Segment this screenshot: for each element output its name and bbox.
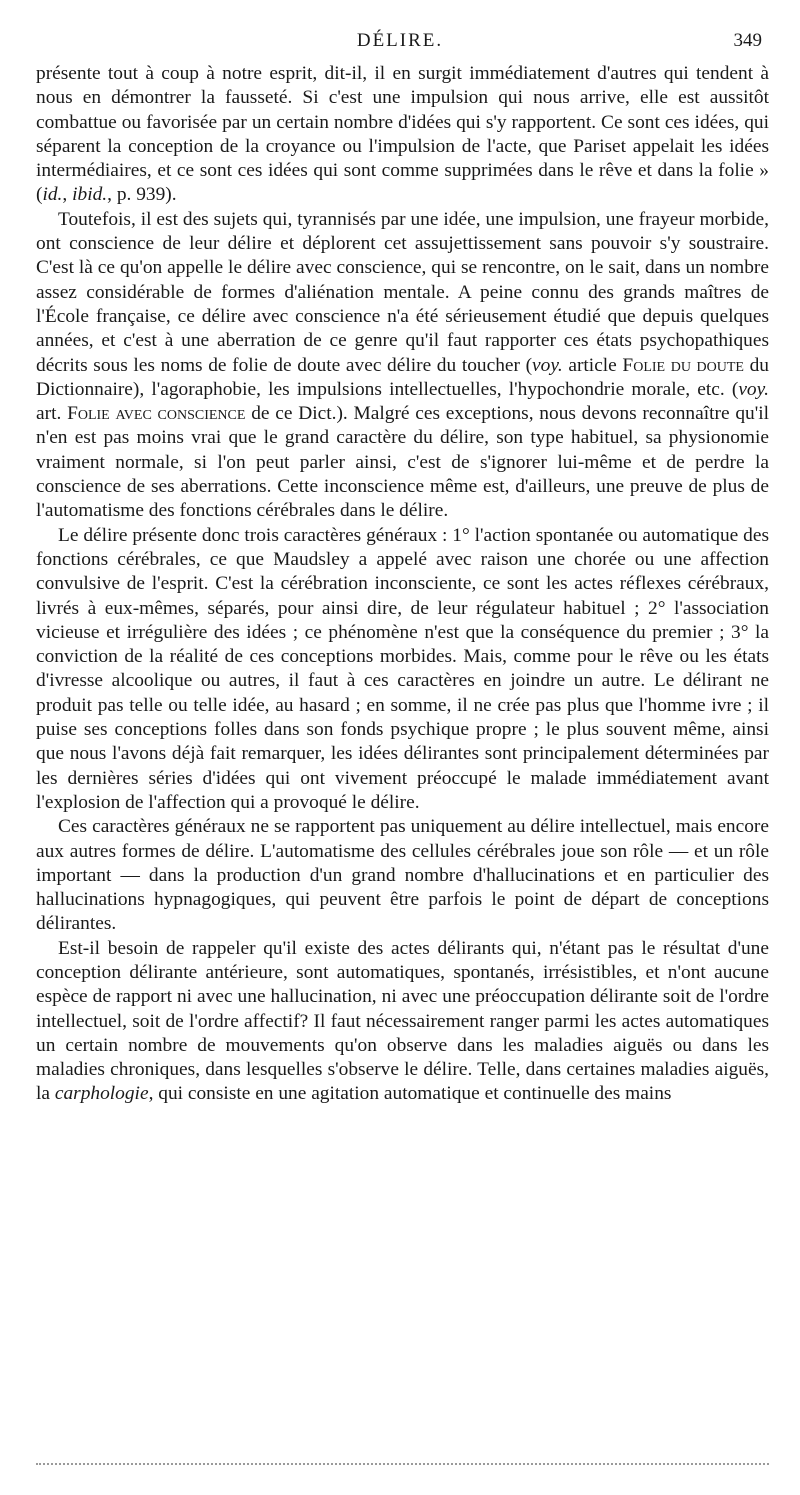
text-run: présente tout à coup à notre esprit, dit-il, il en surgit immédiatement d'autres qui tendent à nous en démontrer la fausseté. Si c'est une impulsion qui nous arrive, elle est aussitôt combattue ou favorisée par un certain nombre d'idées qui s'y rapportent. Ce sont ces idées, qui séparent la conception de la croyance ou l'impulsion de l'acte, que Pariset appelait les idées intermédiaires, et ce sont ces idées qui sont comme supprimées dans le rêve et dans la folie » ( — [36, 63, 769, 206]
paragraph — [36, 815, 769, 936]
page-number: 349 — [733, 30, 762, 51]
running-head — [36, 30, 764, 56]
text-run: du Dictionnaire), l'agoraphobie, les impulsions intellectuelles, l'hypochondrie morale, etc. ( — [36, 354, 769, 400]
text-run: Ces caractères généraux ne se rapportent pas uniquement au délire intellectuel, mais encore aux autres formes de délire. L'automatisme des cellules cérébrales joue son rôle — et un rôle important — dans la production d'un grand nombre d'hallucinations et en particulier des hallucinations hypnagogiques, qui peuvent être parfois le point de départ de conceptions délirantes. — [36, 816, 769, 935]
small-caps-text: Folie avec conscience — [67, 403, 246, 425]
text-run: , — [62, 184, 73, 206]
paragraph — [36, 937, 769, 1107]
text-run: Toutefois, il est des sujets qui, tyrannisés par une idée, une impulsion, une frayeur morbide, ont conscience de leur délire et déplorent cet assujettissement sans pouvoir s'y soustraire. C'est là ce qu'on appelle le délire avec conscience, qui se rencontre, on le sait, dans un nombre assez considérable de formes d'aliénation mentale. A peine connu des grands maîtres de l'École française, ce délire avec conscience n'a été sérieusement étudié que depuis quelques années, et c'est à une aberration de ce genre qu'il faut rapporter ces états psychopathiques décrits sous les noms de folie de doute avec délire du toucher ( — [36, 208, 769, 376]
paragraph — [36, 208, 769, 524]
text-run: Est-il besoin de rappeler qu'il existe des actes délirants qui, n'étant pas le résultat d'une conception délirante antérieure, sont automatiques, spontanés, irrésistibles, et n'ont aucune espèce de rapport ni avec une hallucination, ni avec une préoccupation délirante soit de l'ordre intellectuel, soit de l'ordre affectif? Il faut nécessairement ranger parmi les actes automatiques un certain nombre de mouvements qu'on observe dans les maladies aiguës ou dans les maladies chroniques, dans lesquelles s'observe le délire. Telle, dans certaines maladies aiguës, la — [36, 937, 769, 1105]
text-run: art. — [36, 403, 68, 425]
small-caps-text: Folie du doute — [622, 354, 744, 376]
italic-text: id. — [42, 184, 63, 206]
text-run: , p. 939). — [107, 184, 177, 206]
paragraph — [36, 62, 769, 208]
running-head-title: DÉLIRE. — [356, 30, 444, 51]
italic-text: ibid. — [72, 184, 108, 206]
body-text — [36, 62, 769, 1107]
text-run: , qui consiste en une agitation automatique et continuelle des mains — [148, 1083, 672, 1105]
italic-text: voy. — [738, 378, 769, 400]
paragraph — [36, 524, 769, 816]
text-run: de ce Dict.). Malgré ces exceptions, nous devons reconnaître qu'il n'en est pas moins vrai que le grand caractère du délire, son type habituel, sa physionomie vraiment normale, si l'on peut parler ainsi, c'est de s'ignorer lui-même et de perdre la conscience de ses aberrations. Cette inconscience même est, d'ailleurs, une preuve de plus de l'automatisme des fonctions cérébrales dans le délire. — [36, 403, 769, 522]
bottom-margin-marks — [36, 1463, 769, 1465]
text-run: Le délire présente donc trois caractères généraux : 1° l'action spontanée ou automatique des fonctions cérébrales, ce que Maudsley a appelé avec raison une chorée ou une affection convulsive de l'esprit. C'est la cérébration inconsciente, ce sont les actes réflexes cérébraux, livrés à eux-mêmes, séparés, pour ainsi dire, de leur régulateur habituel ; 2° l'association vicieuse et irrégulière des idées ; ce phénomène n'est que la conséquence du premier ; 3° la conviction de la réalité de ces conceptions morbides. Mais, comme pour le rêve ou les états d'ivresse alcoolique ou autres, il faut à ces caractères en joindre un autre. Le délirant ne produit pas telle ou telle idée, au hasard ; en somme, il ne crée pas plus que l'homme ivre ; il puise ses conceptions folles dans son fonds psychique propre ; le plus souvent même, ainsi que nous l'avons déjà fait remarquer, les idées délirantes sont principalement déterminées par les dernières séries d'idées qui ont vivement préoccupé le malade immédiatement avant l'explosion de l'affection qui a provoqué le délire. — [36, 524, 769, 813]
text-run: article — [562, 354, 623, 376]
italic-text: carphologie — [54, 1083, 149, 1105]
italic-text: voy. — [532, 354, 563, 376]
